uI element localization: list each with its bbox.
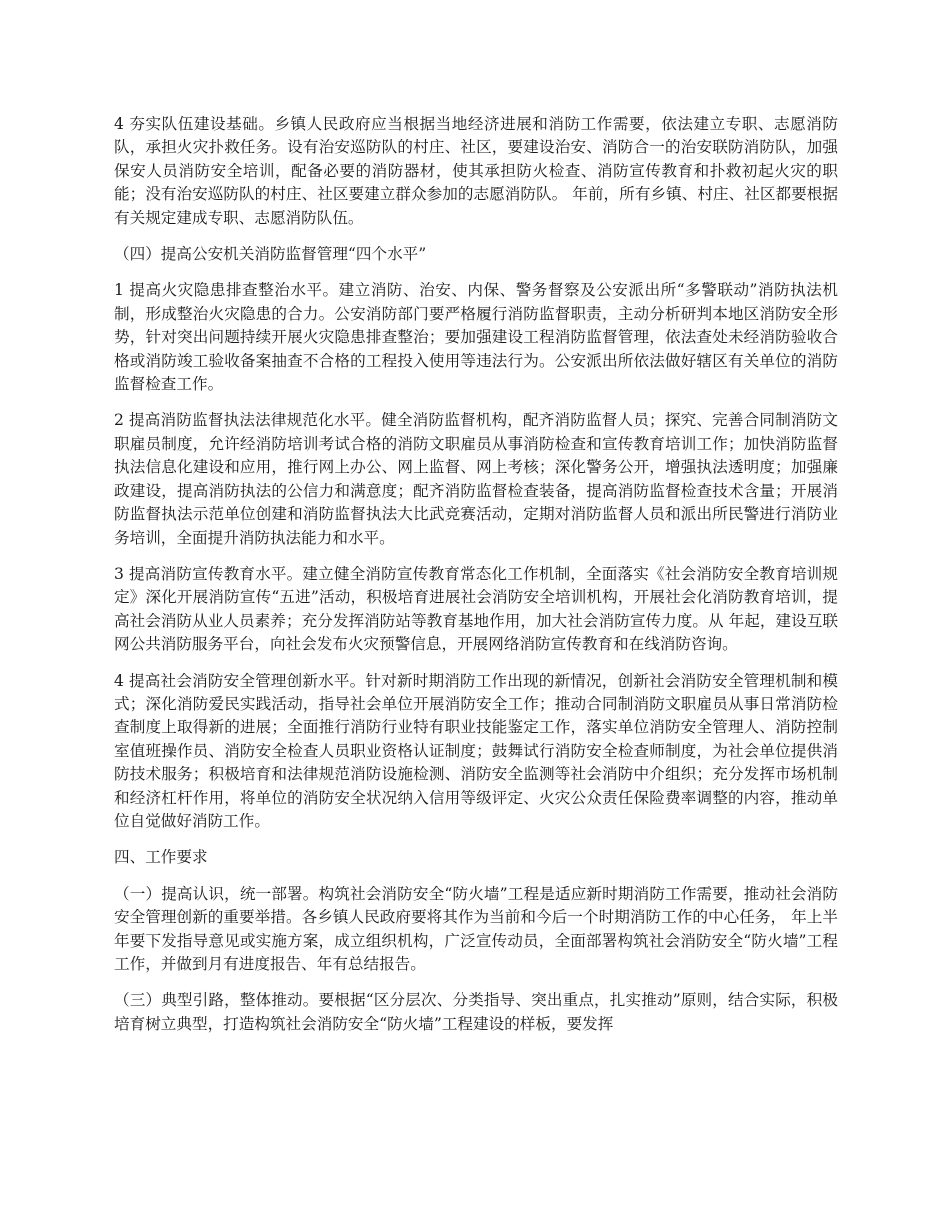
document-page (114, 113, 838, 1049)
paragraph-law-enforcement: 2 提高消防监督执法法律规范化水平。健全消防监督机构，配齐消防监督人员；探究、完善合同制消防文职雇员制度，允许经消防培训考试合格的消防文职雇员从事消防检查和宣传教育培训工作；加快消防监督执法信息化建设和应用，推行网上办公、网上监督、网上考核；深化警务公开，增强执法透明度；加强廉政建设，提高消防执法的公信力和满意度；配齐消防监督检查装备，提高消防监督检查技术含量；开展消防监督执法示范单位创建和消防监督执法大比武竞赛活动，定期对消防监督人员和派出所民警进行消防业务培训，全面提升消防执法能力和水平。 (114, 411, 838, 547)
paragraph-publicity-education: 3 提高消防宣传教育水平。建立健全消防宣传教育常态化工作机制，全面落实《社会消防安全教育培训规定》深化开展消防宣传“五进”活动，积极培育进展社会消防安全培训机构，开展社会化消防教育培训，提高社会消防从业人员素养；充分发挥消防站等教育基地作用，加大社会消防宣传力度。从 年起，建设互联网公共消防服务平台，向社会发布火灾预警信息，开展网络消防宣传教育和在线消防咨询。 (114, 564, 838, 654)
paragraph-team-building: 4 夯实队伍建设基础。乡镇人民政府应当根据当地经济进展和消防工作需要，依法建立专职、志愿消防队，承担火灾扑救任务。设有治安巡防队的村庄、社区，要建设治安、消防合一的治安联防消防队，加强保安人员消防安全培训，配备必要的消防器材，使其承担防火检查、消防宣传教育和扑救初起火灾的职能；没有治安巡防队的村庄、社区要建立群众参加的志愿消防队。 年前，所有乡镇、村庄、社区都要根据有关规定建成专职、志愿消防队伍。 (114, 115, 838, 227)
section-heading-work-requirements: 四、工作要求 (114, 848, 208, 867)
paragraph-typical-guidance: （三）典型引路，整体推动。要根据“区分层次、分类指导、突出重点，扎实推动”原则，结合实际，积极培育树立典型，打造构筑社会消防安全“防火墙”工程建设的样板，要发挥 (114, 991, 838, 1033)
section-heading-four-levels: （四）提高公安机关消防监督管理“四个水平” (114, 245, 427, 264)
paragraph-management-innovation: 4 提高社会消防安全管理创新水平。针对新时期消防工作出现的新情况，创新社会消防安全管理机制和模式；深化消防爱民实践活动，指导社会单位开展消防安全工作；推动合同制消防文职雇员从事日常消防检查制度上取得新的进展；全面推行消防行业特有职业技能鉴定工作，落实单位消防安全管理人、消防控制室值班操作员、消防安全检查人员职业资格认证制度；鼓舞试行消防安全检查师制度，为社会单位提供消防技术服务；积极培育和法律规范消防设施检测、消防安全监测等社会消防中介组织；充分发挥市场机制和经济杠杆作用，将单位的消防安全状况纳入信用等级评定、火灾公众责任保险费率调整的内容，推动单位自觉做好消防工作。 (114, 671, 838, 830)
paragraph-hazard-inspection: 1 提高火灾隐患排查整治水平。建立消防、治安、内保、警务督察及公安派出所“多警联动”消防执法机制，形成整治火灾隐患的合力。公安消防部门要严格履行消防监督职责，主动分析研判本地区消防安全形势，针对突出问题持续开展火灾隐患排查整治；要加强建设工程消防监督管理，依法查处未经消防验收合格或消防竣工验收备案抽查不合格的工程投入使用等违法行为。公安派出所依法做好辖区有关单位的消防监督检查工作。 (114, 281, 838, 394)
paragraph-unified-deployment: （一）提高认识，统一部署。构筑社会消防安全“防火墙”工程是适应新时期消防工作需要，推动社会消防安全管理创新的重要举措。各乡镇人民政府要将其作为当前和今后一个时期消防工作的中心任务， 年上半年要下发指导意见或实施方案，成立组织机构，广泛宣传动员，全面部署构筑社会消防安全“防火墙”工程工作，并做到月有进度报告、年有总结报告。 (114, 884, 838, 973)
